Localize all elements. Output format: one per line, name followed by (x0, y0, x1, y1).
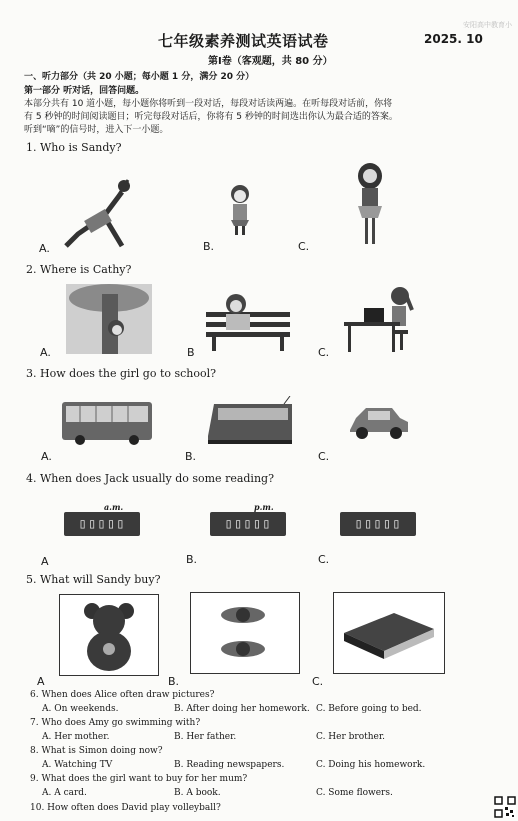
answer-b: B. After doing her homework. (174, 704, 310, 714)
digital-clock-b: ▯▯▯▯▯ (210, 512, 286, 536)
girl-standing-picture (224, 184, 256, 236)
girl-long-hair-picture (348, 162, 394, 248)
question-3: 3. How does the girl go to school? (26, 367, 217, 380)
option-label: C. (312, 675, 324, 688)
digital-clock-c: ▯▯▯▯▯ (340, 512, 416, 536)
answer-c: C. Her brother. (316, 732, 386, 742)
answer-a: A. On weekends. (42, 704, 119, 714)
option-label: B. (185, 450, 197, 463)
option-label: B. (168, 675, 180, 688)
girl-at-computer-picture (344, 284, 416, 354)
option-label: B. (186, 553, 198, 566)
qr-code-icon (494, 796, 516, 818)
answer-b: B. A book. (174, 788, 221, 798)
option-label: A (41, 555, 49, 568)
clock-period-label: a.m. (104, 502, 124, 512)
option-label: A (37, 675, 45, 688)
question-1: 1. Who is Sandy? (26, 141, 122, 154)
girl-on-bench-picture (206, 292, 290, 352)
answer-c: C. Some flowers. (316, 788, 393, 798)
girl-behind-tree-picture (66, 284, 152, 354)
question-9: 9. What does the girl want to buy for her mum? (30, 774, 248, 784)
option-label: A. (40, 346, 51, 359)
picture-frame (333, 592, 445, 674)
option-label: C. (298, 240, 310, 253)
answer-a: A. Her mother. (42, 732, 110, 742)
bus-picture (60, 400, 154, 446)
digital-clock-a: ▯▯▯▯▯ (64, 512, 140, 536)
instruction-line: 本部分共有 10 道小题，每小题你将听到一段对话，每段对话读两遍。在听每段对话前，你将 (24, 99, 393, 109)
picture-frame (190, 592, 300, 674)
option-label: A. (39, 242, 50, 255)
teddy-bear-picture (60, 595, 158, 675)
option-label: A. (41, 450, 52, 463)
instruction-line: 听到“嘀”的信号时，进入下一小题。 (24, 125, 169, 135)
part-heading: 第一部分 听对话，回答问题。 (24, 86, 145, 96)
clock-period-label: p.m. (254, 502, 274, 512)
question-7: 7. Who does Amy go swimming with? (30, 718, 201, 728)
answer-a: A. A card. (42, 788, 87, 798)
option-label: B. (203, 240, 215, 253)
option-label: C. (318, 450, 330, 463)
question-2: 2. Where is Cathy? (26, 263, 132, 276)
option-label: B (187, 346, 195, 359)
exam-date: 2025. 10 (424, 32, 483, 46)
instruction-line: 有 5 秒钟的时间阅读题目；听完每段对话后，你将有 5 秒钟的时间选出你认为最合适的答案。 (24, 112, 398, 122)
picture-frame (59, 594, 159, 676)
question-8: 8. What is Simon doing now? (30, 746, 163, 756)
answer-b: B. Her father. (174, 732, 237, 742)
option-label: C. (318, 346, 330, 359)
question-10: 10. How often does David play volleyball? (30, 803, 221, 813)
yoga-pose-picture (58, 176, 138, 252)
option-label: C. (318, 553, 330, 566)
answer-a: A. Watching TV (42, 760, 113, 770)
corner-mark: 安阳高中教育小 (463, 21, 512, 29)
car-picture (346, 402, 412, 442)
answer-c: C. Doing his homework. (316, 760, 426, 770)
paper-subtitle: 第Ⅰ卷（客观题，共 80 分） (208, 56, 333, 67)
section-heading: 一、听力部分（共 20 小题；每小题 1 分，满分 20 分） (24, 72, 255, 82)
hair-clips-picture (191, 593, 299, 673)
answer-b: B. Reading newspapers. (174, 760, 285, 770)
question-4: 4. When does Jack usually do some reading? (26, 472, 274, 485)
answer-c: C. Before going to bed. (316, 704, 422, 714)
train-picture (204, 396, 296, 448)
question-5: 5. What will Sandy buy? (26, 573, 161, 586)
question-6: 6. When does Alice often draw pictures? (30, 690, 215, 700)
book-picture (334, 593, 444, 673)
page-title: 七年级素养测试英语试卷 (158, 32, 329, 50)
